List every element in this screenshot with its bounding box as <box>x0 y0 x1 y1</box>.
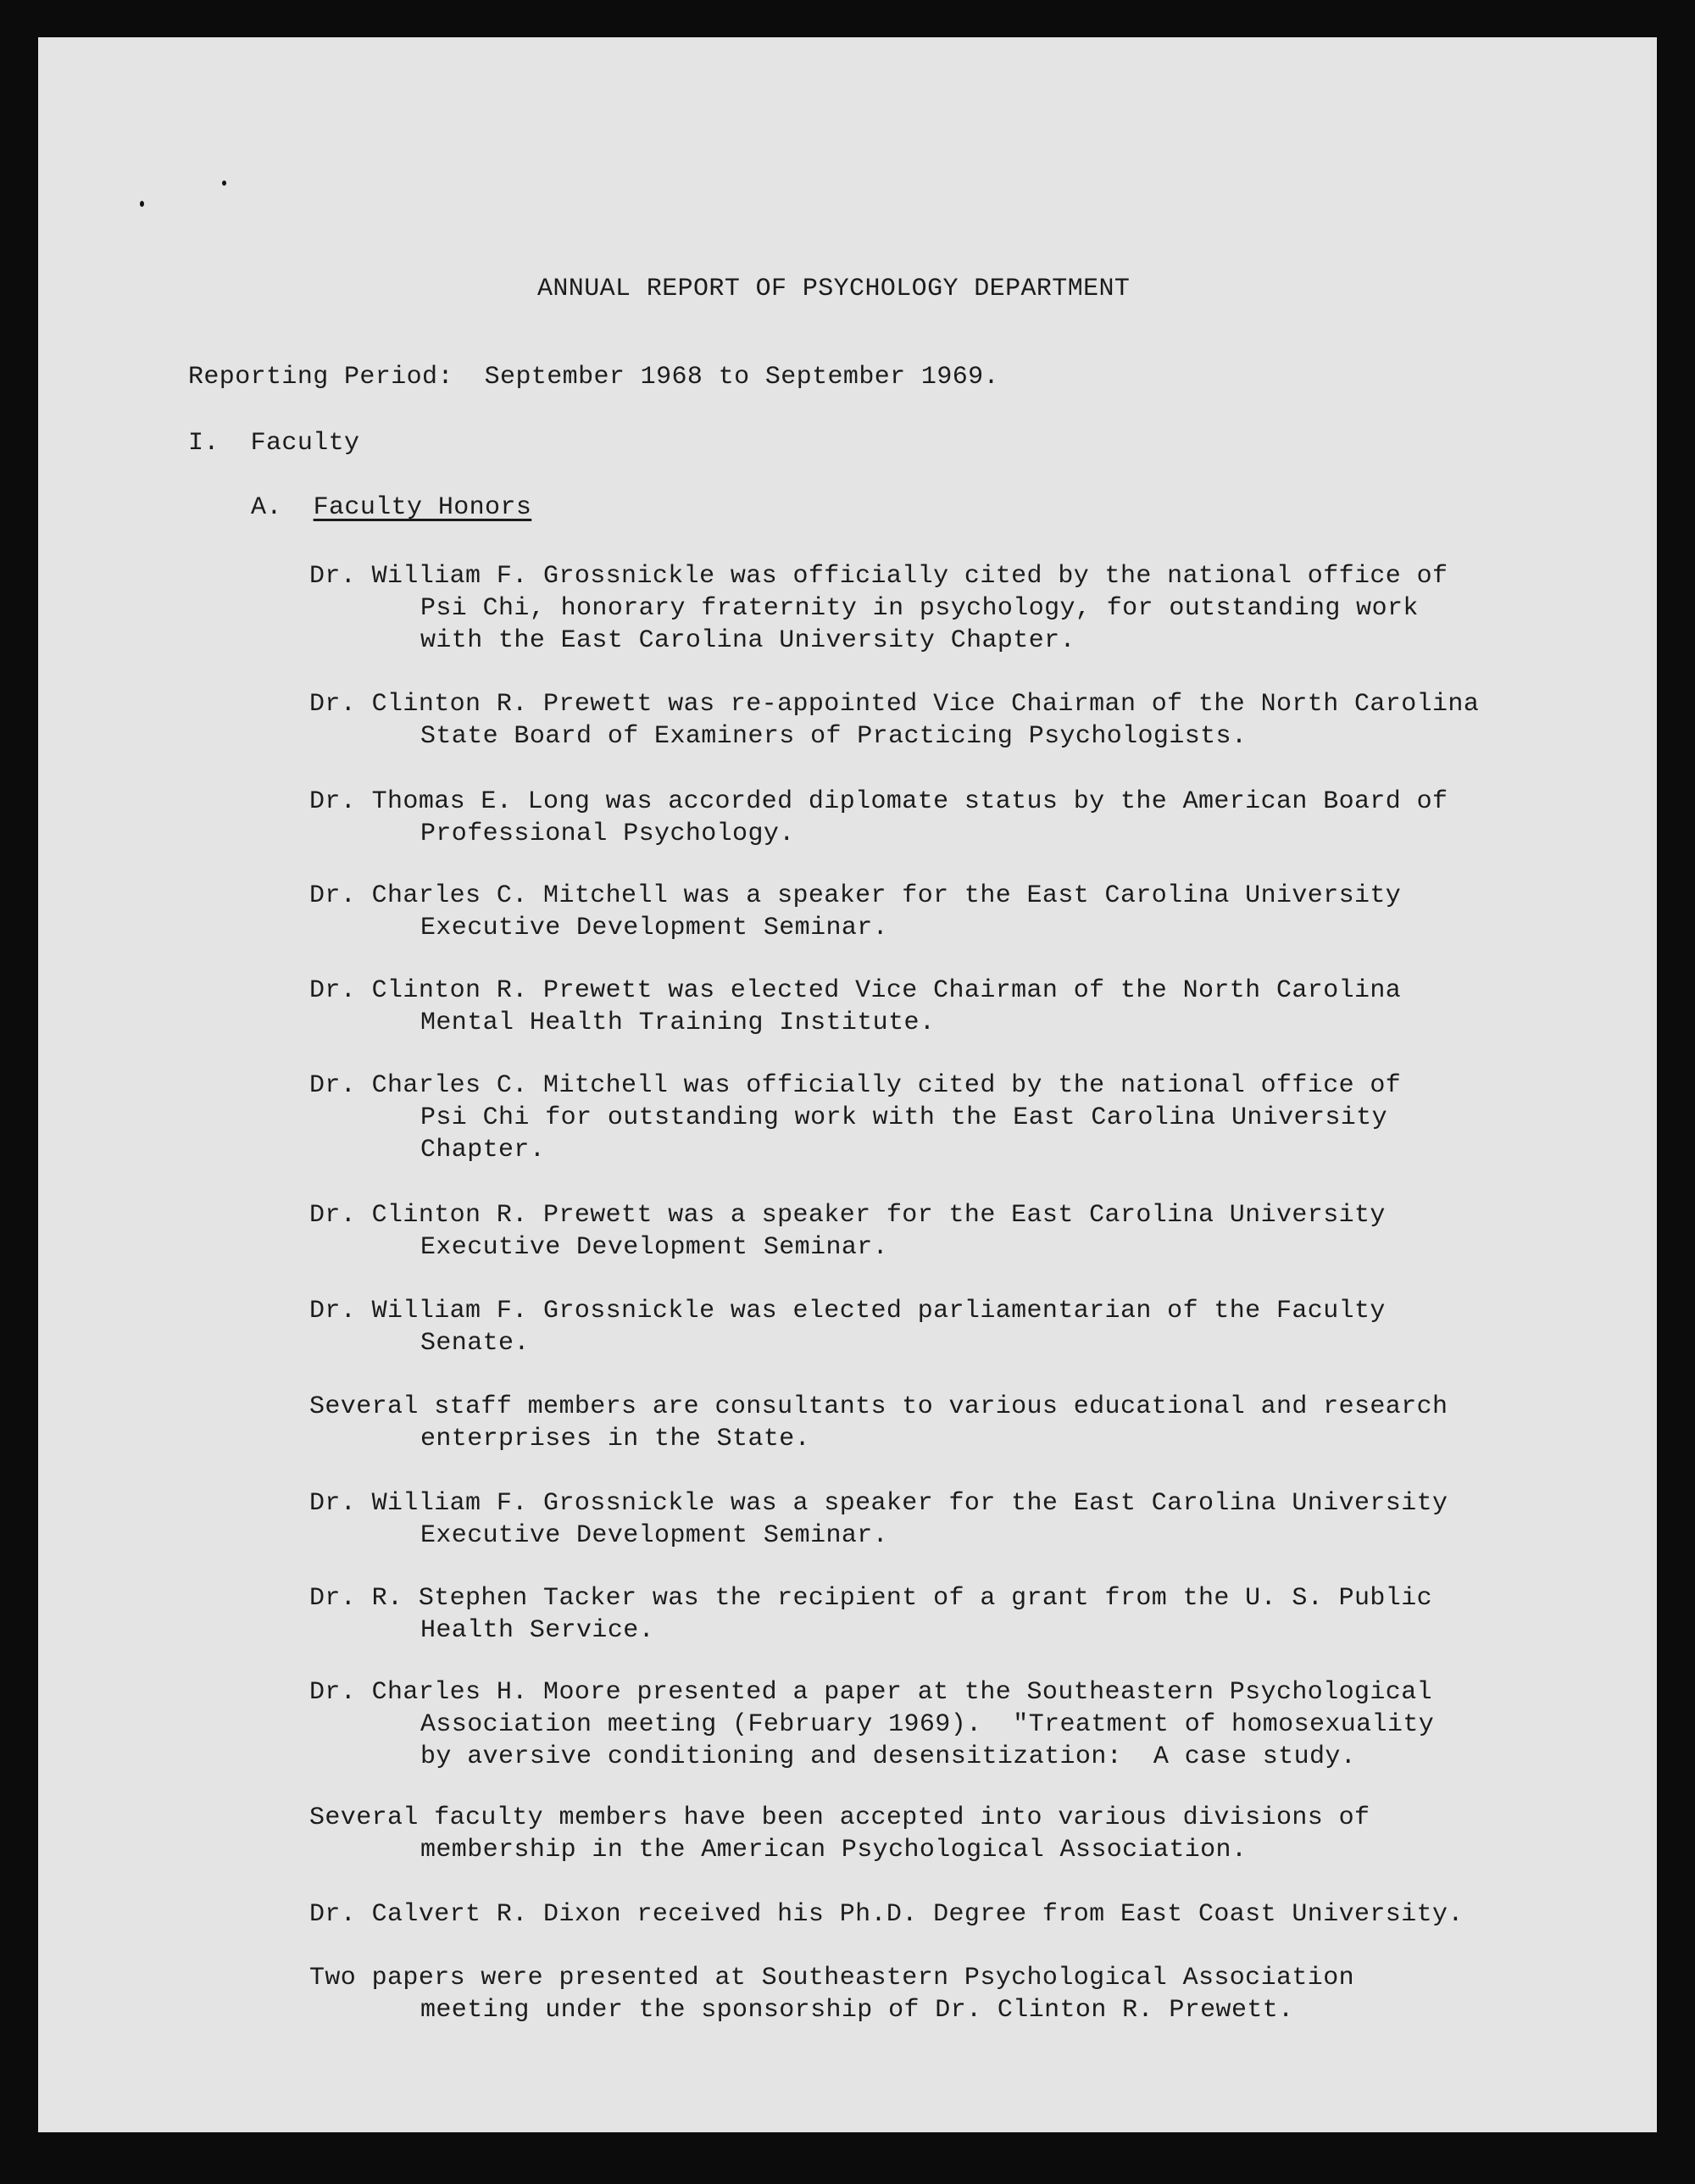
reporting-period: Reporting Period: September 1968 to September 1969. <box>188 363 999 392</box>
paragraph-line: Dr. Clinton R. Prewett was a speaker for the East Carolina University <box>309 1201 1386 1230</box>
paragraph-line: with the East Carolina University Chapter. <box>420 626 1075 655</box>
paper-speck <box>222 181 226 186</box>
paragraph-line: Several staff members are consultants to various educational and research <box>309 1392 1448 1421</box>
subsection-letter: A. <box>251 493 282 522</box>
paragraph-line: Dr. Charles H. Moore presented a paper at the Southeastern Psychological <box>309 1678 1433 1707</box>
paragraph-line: Dr. Clinton R. Prewett was elected Vice Chairman of the North Carolina <box>309 976 1402 1005</box>
honor-paragraph <box>309 1802 1370 1866</box>
paragraph-line: Psi Chi for outstanding work with the East Carolina University <box>420 1103 1387 1132</box>
paragraph-line: enterprises in the State. <box>420 1425 811 1453</box>
paragraph-line: Dr. William F. Grossnickle was a speaker for the East Carolina University <box>309 1489 1448 1518</box>
paragraph-line: Dr. Charles C. Mitchell was a speaker for the East Carolina University <box>309 881 1402 910</box>
honor-paragraph <box>309 975 1401 1039</box>
section-number: I. <box>188 429 220 458</box>
honor-paragraph <box>309 880 1401 944</box>
honor-paragraph <box>309 1487 1448 1552</box>
paragraph-line: Executive Development Seminar. <box>420 914 889 942</box>
honor-paragraph <box>309 1391 1448 1455</box>
subsection-label: Faculty Honors <box>313 493 532 522</box>
honor-paragraph <box>309 1676 1434 1773</box>
paragraph-line: Two papers were presented at Southeastern Psychological Association <box>309 1964 1354 1992</box>
paragraph-line: Several faculty members have been accepted into various divisions of <box>309 1803 1370 1832</box>
paragraph-line: Dr. William F. Grossnickle was officially cited by the national office of <box>309 562 1448 591</box>
paragraph-line: State Board of Examiners of Practicing Psychologists. <box>420 722 1248 751</box>
honor-paragraph <box>309 1295 1386 1359</box>
paragraph-line: meeting under the sponsorship of Dr. Clinton R. Prewett. <box>420 1996 1294 2025</box>
paragraph-line: Health Service. <box>420 1616 655 1645</box>
paragraph-line: by aversive conditioning and desensitization: A case study. <box>420 1742 1357 1771</box>
paragraph-line: membership in the American Psychological Association. <box>420 1836 1248 1864</box>
paragraph-line: Executive Development Seminar. <box>420 1521 889 1550</box>
honor-paragraph <box>309 1898 1464 1931</box>
paragraph-line: Mental Health Training Institute. <box>420 1009 936 1037</box>
honor-paragraph <box>309 688 1479 753</box>
paragraph-line: Chapter. <box>420 1136 546 1164</box>
paragraph-line: Dr. Thomas E. Long was accorded diplomate status by the American Board of <box>309 787 1448 816</box>
paragraph-line: Executive Development Seminar. <box>420 1233 889 1262</box>
paragraph-line: Association meeting (February 1969). "Treatment of homosexuality <box>420 1710 1435 1739</box>
honor-paragraph <box>309 560 1448 657</box>
paragraph-line: Dr. R. Stephen Tacker was the recipient of a grant from the U. S. Public <box>309 1584 1433 1613</box>
paragraph-line: Dr. William F. Grossnickle was elected parliamentarian of the Faculty <box>309 1297 1386 1325</box>
paragraph-line: Dr. Charles C. Mitchell was officially cited by the national office of <box>309 1071 1402 1100</box>
paper-speck <box>140 201 144 207</box>
paragraph-line: Dr. Calvert R. Dixon received his Ph.D. Degree from East Coast University. <box>309 1900 1464 1929</box>
paragraph-line: Psi Chi, honorary fraternity in psychology, for outstanding work <box>420 594 1419 623</box>
honor-paragraph <box>309 1070 1401 1166</box>
paragraph-line: Dr. Clinton R. Prewett was re-appointed Vice Chairman of the North Carolina <box>309 690 1480 719</box>
paragraph-line: Professional Psychology. <box>420 820 795 848</box>
section-label: Faculty <box>250 429 360 458</box>
paragraph-line: Senate. <box>420 1329 530 1358</box>
document-title: ANNUAL REPORT OF PSYCHOLOGY DEPARTMENT <box>537 275 1131 303</box>
honor-paragraph <box>309 1199 1386 1264</box>
honor-paragraph <box>309 1582 1432 1647</box>
honor-paragraph <box>309 786 1448 850</box>
subsection-heading <box>251 492 531 524</box>
section-heading <box>188 427 359 459</box>
honor-paragraph <box>309 1962 1354 2026</box>
